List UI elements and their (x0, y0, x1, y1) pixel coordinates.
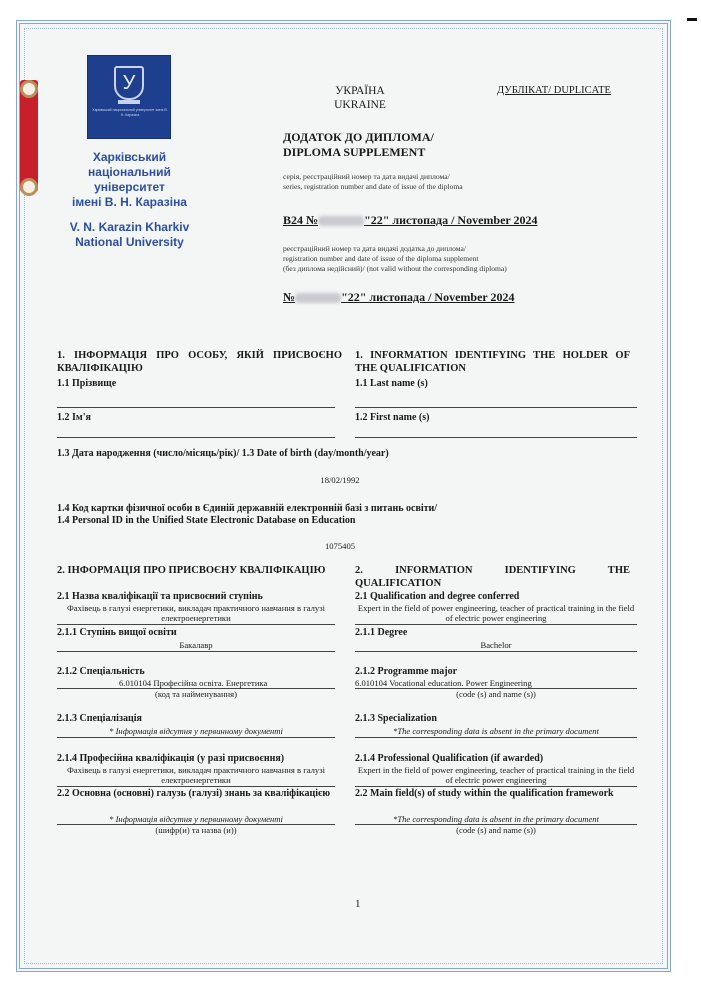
diploma-number-line: B24 № "22" листопада / November 2024 (283, 213, 538, 227)
redacted-diploma-number (318, 216, 364, 226)
q21-label-en: 2.1 Qualification and degree conferred (355, 591, 520, 602)
q213-value-en: *The corresponding data is absent in the primary document (393, 726, 599, 736)
personal-id-label: 1.4 Код картки фізичної особи в Єдиній державній електронній базі з питань освіти/ 1.4 Personal ID in the Unified State Electronic Database on Education (57, 503, 438, 526)
duplicate-label: ДУБЛІКАТ/ DUPLICATE (497, 85, 611, 96)
last-name-label-ua: 1.1 Прізвище (57, 378, 117, 389)
section2-title-ua: 2. ІНФОРМАЦІЯ ПРО ПРИСВОЄНУ КВАЛІФІКАЦІЮ (57, 565, 326, 576)
q214-line-ua (57, 786, 335, 787)
section1-title-en: 1. INFORMATION IDENTIFYING THE HOLDER OF THE QUALIFICATION (355, 350, 630, 374)
dob-label: 1.3 Дата народження (число/місяць/рік)/ 1.3 Date of birth (day/month/year) (57, 448, 389, 459)
last-name-label-en: 1.1 Last name (s) (355, 378, 428, 389)
dob-value: 18/02/1992 (320, 475, 360, 485)
university-name-ua: Харківський національний університет імені В. Н. Каразіна (72, 150, 187, 209)
q213-value-ua: * Інформація відсутня у первинному документі (109, 726, 283, 736)
q21-value-en: Expert in the field of power engineering, teacher of practical training in the field of electric power engineering (357, 603, 635, 623)
q212-label-ua: 2.1.2 Спеціальність (57, 666, 145, 677)
registration-note: реєстраційний номер та дата видачі додатка до диплома/ registration number and date of issue of the diploma supplement (без диплома недійсний)/ (not valid without the corresponding diploma) (283, 244, 507, 273)
q211-line-ua (57, 651, 335, 652)
last-name-line-en (355, 407, 637, 408)
q213-label-ua: 2.1.3 Спеціалізація (57, 713, 142, 724)
logo-caption: Харківський національний університет імені В. Н. Каразіна (92, 108, 168, 117)
q211-label-ua: 2.1.1 Ступінь вищої освіти (57, 627, 177, 638)
q22-label-ua: 2.2 Основна (основні) галузь (галузі) знань за кваліфікацією (57, 788, 330, 799)
first-name-label-ua: 1.2 Ім'я (57, 412, 91, 423)
q21-line-ua (57, 624, 335, 625)
q212-note-en: (code (s) and name (s)) (456, 689, 536, 699)
q212-note-ua: (код та найменування) (155, 689, 237, 699)
logo-band (118, 100, 140, 104)
q213-line-ua (57, 737, 335, 738)
q214-value-en: Expert in the field of power engineering, teacher of practical training in the field of electric power engineering (357, 765, 635, 785)
q212-value-ua: 6.010104 Професійна освіта. Енергетика (119, 678, 268, 688)
q214-label-en: 2.1.4 Professional Qualification (if awarded) (355, 753, 544, 764)
q213-line-en (355, 737, 637, 738)
eyelet-top (20, 80, 38, 98)
q214-line-en (355, 786, 637, 787)
q214-value-ua: Фахівець в галузі енергетики, викладач практичного навчання в галузі електроенергетики (66, 765, 325, 785)
supplement-title: ДОДАТОК ДО ДИПЛОМА/ DIPLOMA SUPPLEMENT (283, 130, 434, 159)
scan-mark (687, 18, 697, 21)
q211-line-en (355, 651, 637, 652)
logo-shield-icon: У (114, 66, 144, 100)
personal-id-value: 1075405 (324, 541, 356, 551)
series-note: серія, реєстраційний номер та дата видачі диплома/ series, registration number and date of issue of the diploma (283, 172, 463, 191)
redacted-supplement-number (295, 293, 341, 303)
q22-note-en: (code (s) and name (s)) (456, 825, 536, 835)
q22-value-ua: * Інформація відсутня у первинному документі (109, 814, 283, 824)
q214-label-ua: 2.1.4 Професійна кваліфікація (у разі присвоєння) (57, 753, 285, 764)
q211-value-en: Bachelor (480, 640, 512, 650)
q21-value-ua: Фахівець в галузі енергетики, викладач практичного навчання в галузі електроенергетики (66, 603, 325, 623)
q22-note-ua: (шифр(и) та назва (и)) (155, 825, 237, 835)
section1-title-ua: 1. ІНФОРМАЦІЯ ПРО ОСОБУ, ЯКІЙ ПРИСВОЄНО КВАЛІФІКАЦІЮ (57, 350, 342, 374)
eyelet-bottom (20, 178, 38, 196)
university-name-en: V. N. Karazin Kharkiv National University (69, 220, 190, 249)
q213-label-en: 2.1.3 Specialization (355, 713, 437, 724)
first-name-line-ua (57, 437, 335, 438)
q22-label-en: 2.2 Main field(s) of study within the qualification framework (355, 788, 614, 799)
page-number: 1 (355, 898, 361, 910)
q211-label-en: 2.1.1 Degree (355, 627, 408, 638)
first-name-label-en: 1.2 First name (s) (355, 412, 430, 423)
q212-value-en: 6.010104 Vocational education. Power Engineering (355, 678, 532, 688)
q22-value-en: *The corresponding data is absent in the primary document (393, 814, 599, 824)
section2-title-en: 2. INFORMATION IDENTIFYING THE QUALIFICATION (355, 565, 630, 589)
country-heading: УКРАЇНА UKRAINE (334, 85, 386, 111)
q212-label-en: 2.1.2 Programme major (355, 666, 458, 677)
university-logo (87, 55, 171, 139)
supplement-number-line: № "22" листопада / November 2024 (283, 290, 515, 304)
q21-label-ua: 2.1 Назва кваліфікації та присвоєний ступінь (57, 591, 263, 602)
last-name-line-ua (57, 407, 335, 408)
q21-line-en (355, 624, 637, 625)
first-name-line-en (355, 437, 637, 438)
q211-value-ua: Бакалавр (179, 640, 213, 650)
